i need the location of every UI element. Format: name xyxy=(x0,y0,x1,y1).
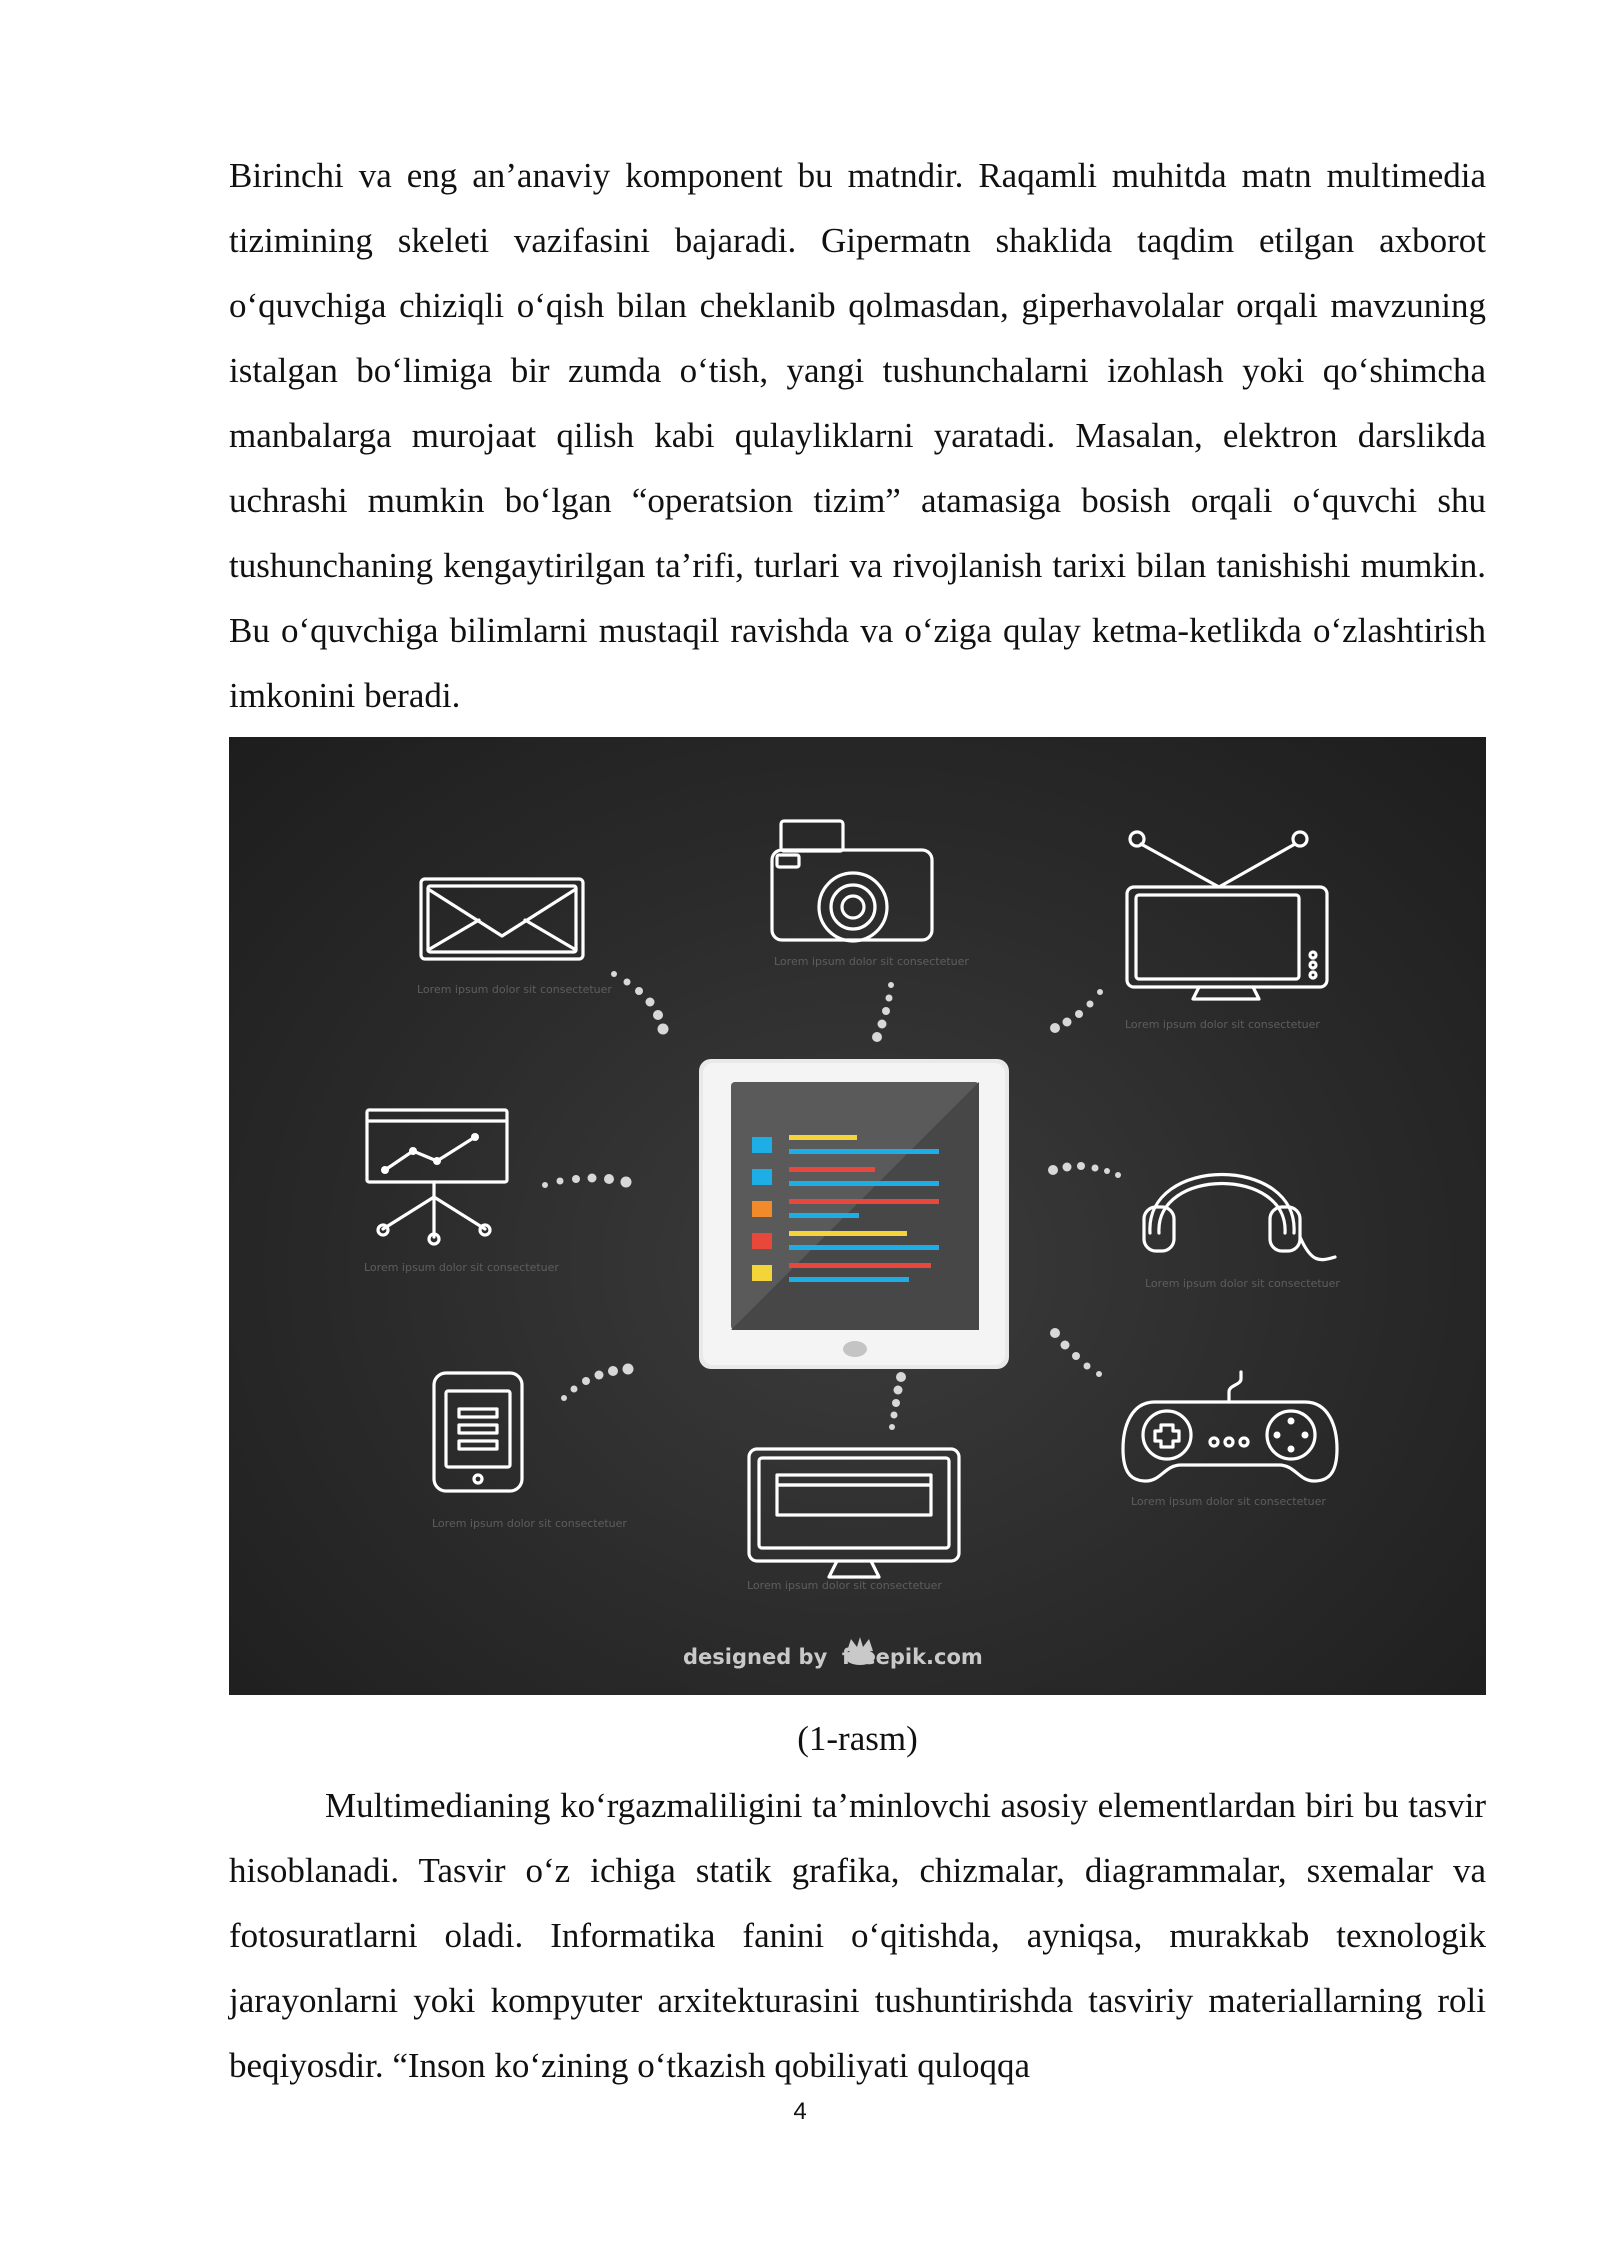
headphones-label: Lorem ipsum dolor sit consectetuer xyxy=(1145,1277,1340,1290)
presentation-board-icon xyxy=(367,1110,507,1244)
phone-icon xyxy=(434,1373,522,1491)
tv-icon xyxy=(1127,832,1327,999)
multimedia-figure xyxy=(229,737,1486,1695)
figure-caption: (1-rasm) xyxy=(797,1719,918,1758)
figure-credit: designed by freepik.com xyxy=(683,1645,983,1669)
gamepad-icon xyxy=(1123,1372,1337,1481)
camera-label: Lorem ipsum dolor sit consectetuer xyxy=(774,955,969,968)
camera-icon xyxy=(772,821,932,941)
paragraph-image-component: Multimedianing ko‘rgazmaliligini ta’minlovchi asosiy elementlardan biri bu tasvir hisoblanadi. Tasvir o‘z ichiga statik grafika, chizmalar, diagrammalar, sxemalar va fotosuratlarni oladi. Informatika fanini o‘qitishda, ayniqsa, murakkab texnologik jarayonlarni yoki kompyuter arxitekturasini tushuntirishda tasviriy materiallarning roli beqiyosdir. “Inson ko‘zining o‘tkazish qobiliyati quloqqa xyxy=(229,1786,1486,2085)
headphones-icon xyxy=(1144,1175,1335,1260)
envelope-label: Lorem ipsum dolor sit consectetuer xyxy=(417,983,612,996)
paragraph-text-component: Birinchi va eng an’anaviy komponent bu matndir. Raqamli muhitda matn multimedia tizimining skeleti vazifasini bajaradi. Gipermatn shaklida taqdim etilgan axborot o‘quvchiga chiziqli o‘qish bilan cheklanib qolmasdan, giperhavolalar orqali mavzuning istalgan bo‘limiga bir zumda o‘tish, yangi tushunchalarni izohlash yoki qo‘shimcha manbalarga murojaat qilish kabi qulayliklarni yaratadi. Masalan, elektron darslikda uchrashi mumkin bo‘lgan “operatsion tizim” atamasiga bosish orqali o‘quvchi shu tushunchaning kengaytirilgan ta’rifi, turlari va rivojlanish tarixi bilan tanishishi mumkin. Bu o‘quvchiga bilimlarni mustaqil ravishda va o‘ziga qulay ketma-ketlikda o‘zlashtirish imkonini beradi. xyxy=(229,156,1486,715)
gamepad-label: Lorem ipsum dolor sit consectetuer xyxy=(1131,1495,1326,1508)
tv-label: Lorem ipsum dolor sit consectetuer xyxy=(1125,1018,1320,1031)
multimedia-illustration xyxy=(229,737,1486,1695)
phone-label: Lorem ipsum dolor sit consectetuer xyxy=(432,1517,627,1530)
page-number: 4 xyxy=(793,2098,807,2125)
monitor-icon xyxy=(749,1449,959,1577)
monitor-label: Lorem ipsum dolor sit consectetuer xyxy=(747,1579,942,1592)
presentation-label: Lorem ipsum dolor sit consectetuer xyxy=(364,1261,559,1274)
tablet-icon xyxy=(699,1059,1009,1369)
envelope-icon xyxy=(421,879,583,959)
